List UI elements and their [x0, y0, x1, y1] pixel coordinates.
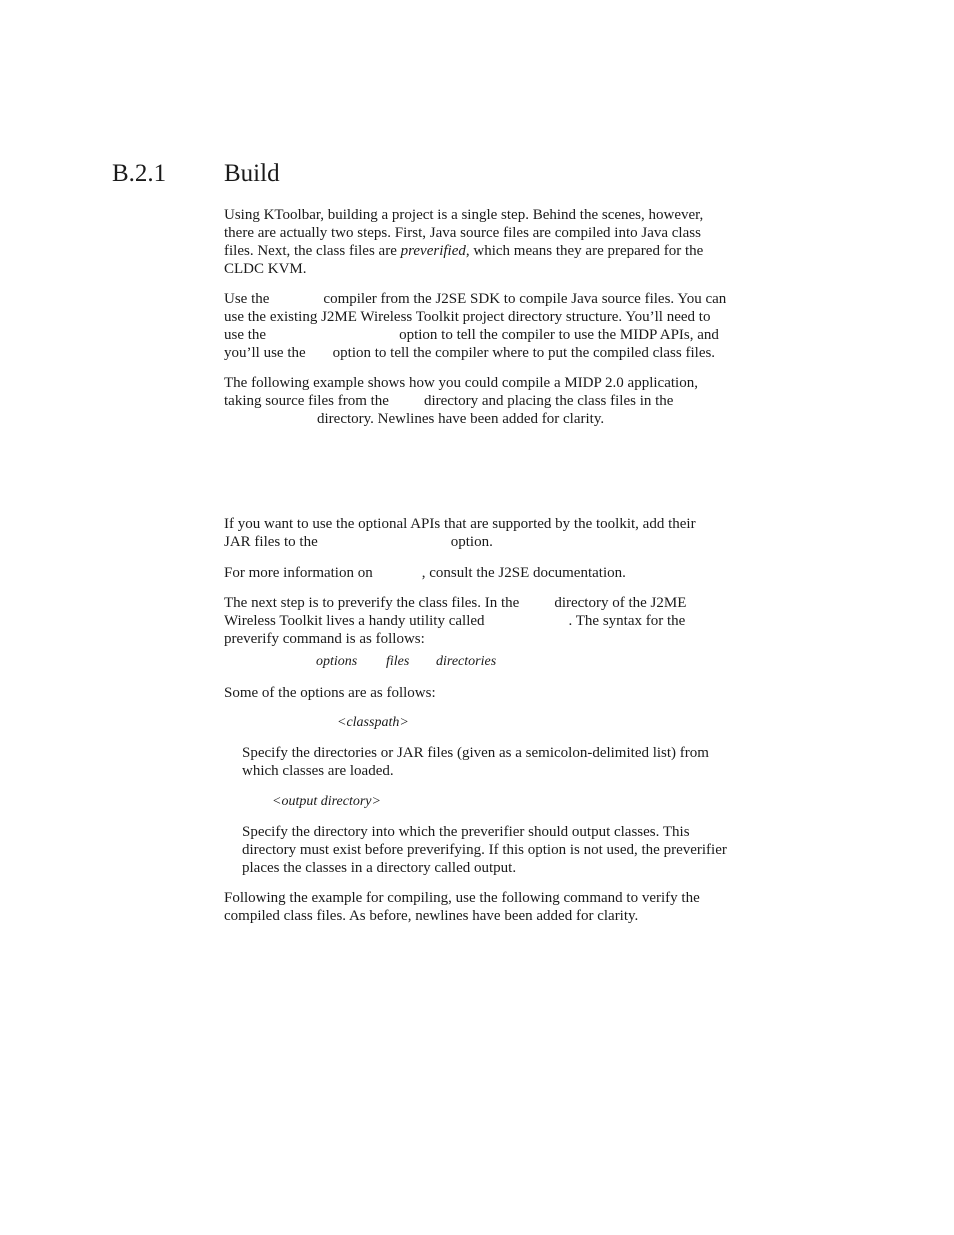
option-output-description: Specify the directory into which the preverifier should output classes. This directory must exist before preverifying. If this option is not used, the preverifier places the classes in a directory called output.: [242, 824, 727, 876]
paragraph-verify-example: Following the example for compiling, use the following command to verify the compiled class files. As before, newlines have been added for clarity.: [224, 890, 700, 924]
option-classpath-description: Specify the directories or JAR files (given as a semicolon-delimited list) from which classes are loaded.: [242, 745, 709, 779]
section-number: B.2.1: [112, 160, 167, 187]
paragraph-options-intro: Some of the options are as follows:: [224, 685, 436, 701]
option-classpath-arg: <classpath>: [337, 715, 409, 730]
paragraph-optional-apis: If you want to use the optional APIs that are supported by the toolkit, add their JAR files to the option.: [224, 516, 696, 550]
option-output-arg: <output directory>: [272, 794, 381, 809]
paragraph-more-info: For more information on , consult the J2SE documentation.: [224, 565, 626, 581]
paragraph-compiler: Use the compiler from the J2SE SDK to compile Java source files. You can use the existing J2ME Wireless Toolkit project directory structure. You’ll need to use the option to tell the compiler to use the MIDP APIs, and you’ll use the option to tell the compiler where to put the compiled class files.: [224, 291, 727, 361]
term-preverified: preverified: [400, 243, 466, 259]
syntax-directories: directories: [436, 654, 497, 669]
syntax-files: files: [386, 654, 410, 669]
syntax-options: options: [316, 654, 358, 669]
section-title: Build: [224, 160, 280, 187]
paragraph-intro: Using KToolbar, building a project is a single step. Behind the scenes, however, there are actually two steps. First, Java source files are compiled into Java class files. Next, the class files are preverified, which means they are prepared for the CLDC KVM.: [224, 207, 704, 277]
paragraph-preverify: The next step is to preverify the class files. In the directory of the J2ME Wireless Toolkit lives a handy utility called . The syntax for the preverify command is as follows:: [224, 595, 687, 647]
paragraph-example: The following example shows how you could compile a MIDP 2.0 application, taking source files from the directory and placing the class files in the directory. Newlines have been added for clarity.: [224, 375, 698, 427]
